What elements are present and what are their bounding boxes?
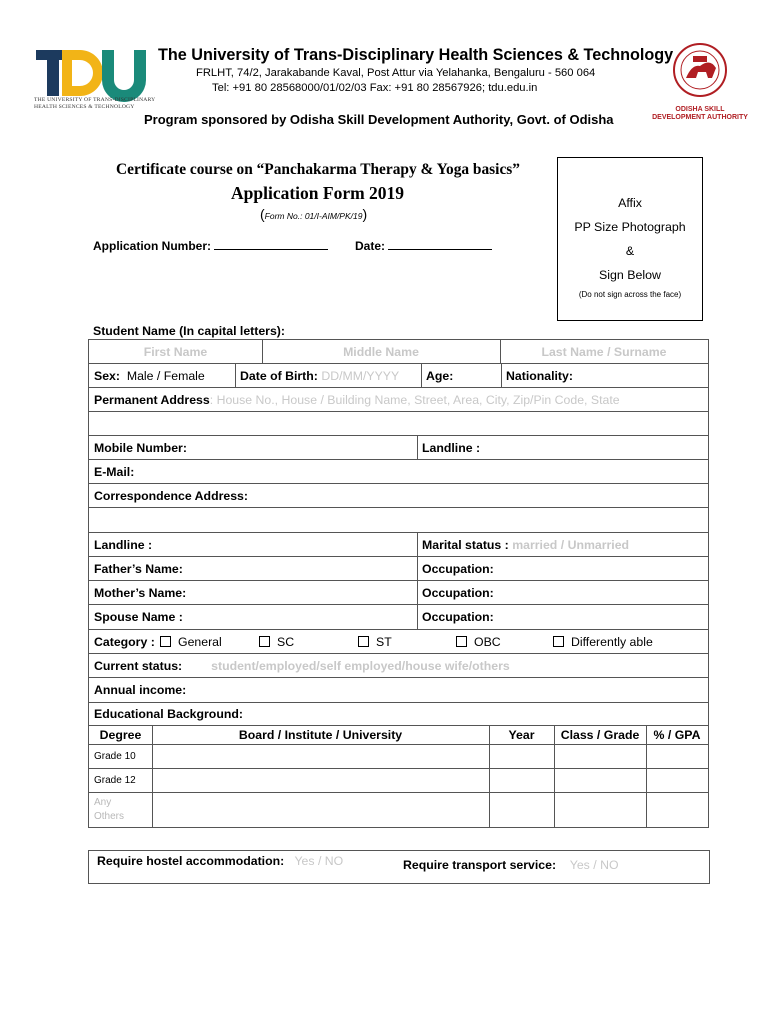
landline2-field[interactable]: Landline : bbox=[94, 537, 153, 552]
current-status-placeholder: student/employed/self employed/house wife/others bbox=[211, 658, 510, 673]
annual-income-label: Annual income: bbox=[94, 683, 187, 697]
sex-options[interactable]: Male / Female bbox=[126, 368, 205, 383]
form-title: Application Form 2019 bbox=[231, 183, 405, 203]
middle-name-field[interactable]: Middle Name bbox=[343, 344, 419, 359]
odisha-seal-logo bbox=[660, 42, 740, 102]
edu-degree-others bbox=[89, 793, 152, 827]
mother-occupation-field[interactable]: Occupation: bbox=[422, 585, 494, 600]
table-row[interactable] bbox=[88, 745, 709, 769]
photo-sign: Sign Below bbox=[599, 268, 661, 282]
name-row bbox=[88, 339, 709, 364]
category-obc[interactable] bbox=[451, 630, 501, 653]
spouse-name-field[interactable]: Spouse Name : bbox=[94, 610, 183, 624]
table-row[interactable] bbox=[88, 793, 709, 828]
correspondence-row[interactable] bbox=[88, 484, 709, 508]
correspondence-blank[interactable] bbox=[88, 508, 709, 533]
permanent-address-row[interactable] bbox=[88, 388, 709, 412]
permanent-address-placeholder: : House No., House / Building Name, Street, Area, City, Zip/Pin Code, State bbox=[209, 392, 620, 407]
seal-caption bbox=[652, 106, 748, 122]
mobile-row bbox=[88, 436, 709, 460]
edu-any-text: Any bbox=[94, 797, 112, 808]
photo-size: PP Size Photograph bbox=[574, 220, 686, 234]
edu-degree-grade12: Grade 12 bbox=[94, 775, 136, 786]
edu-header-class: Class / Grade bbox=[560, 728, 640, 742]
student-name-label: Student Name (In capital letters): bbox=[93, 324, 286, 338]
hostel-field[interactable] bbox=[97, 854, 343, 868]
checkbox[interactable] bbox=[456, 636, 467, 647]
spouse-row bbox=[88, 605, 709, 630]
current-status-row[interactable] bbox=[88, 654, 709, 678]
date-label: Date: bbox=[355, 239, 386, 253]
edu-degree-grade10: Grade 10 bbox=[94, 751, 136, 762]
education-label: Educational Background: bbox=[94, 707, 243, 721]
photo-note: (Do not sign across the face) bbox=[578, 290, 682, 299]
sex-field[interactable] bbox=[89, 364, 235, 387]
course-title: Certificate course on “Panchakarma Therapy & Yoga basics” bbox=[116, 161, 520, 178]
category-differently-able[interactable] bbox=[548, 630, 653, 653]
dob-placeholder: DD/MM/YYYY bbox=[321, 368, 400, 383]
checkbox[interactable] bbox=[553, 636, 564, 647]
contact-line: Tel: +91 80 28568000/01/02/03 Fax: +91 80 28567926; tdu.edu.in bbox=[212, 82, 538, 94]
mobile-field[interactable]: Mobile Number: bbox=[94, 440, 187, 455]
photo-affix: Affix bbox=[618, 196, 642, 210]
correspondence-label: Correspondence Address: bbox=[94, 488, 248, 503]
category-option-label: ST bbox=[376, 634, 392, 649]
hostel-label: Require hostel accommodation: bbox=[97, 854, 285, 868]
edu-header-degree: Degree bbox=[99, 728, 142, 742]
father-row bbox=[88, 557, 709, 581]
father-name-field[interactable]: Father’s Name: bbox=[94, 561, 183, 576]
category-sc[interactable] bbox=[254, 630, 294, 653]
logo-sub-line: THE UNIVERSITY OF TRANS-DISCIPLINARY bbox=[34, 97, 156, 103]
logo-subtitle bbox=[34, 97, 155, 111]
seal-caption-line: ODISHA SKILL bbox=[675, 106, 725, 113]
edu-header-gpa: % / GPA bbox=[653, 728, 701, 742]
permanent-address-label: Permanent Address bbox=[94, 392, 210, 407]
edu-header-year: Year bbox=[508, 728, 535, 742]
age-field[interactable]: Age: bbox=[426, 368, 454, 383]
nationality-field[interactable]: Nationality: bbox=[506, 368, 573, 383]
sex-dob-row bbox=[88, 364, 709, 388]
photo-amp: & bbox=[625, 244, 635, 258]
category-st[interactable] bbox=[353, 630, 392, 653]
mother-name-field[interactable]: Mother’s Name: bbox=[94, 585, 187, 600]
application-number-blank[interactable] bbox=[214, 238, 328, 250]
mother-row bbox=[88, 581, 709, 605]
checkbox[interactable] bbox=[259, 636, 270, 647]
marital-placeholder: married / Unmarried bbox=[512, 537, 630, 552]
date-field[interactable] bbox=[355, 238, 492, 253]
email-row[interactable] bbox=[88, 460, 709, 484]
seal-caption-line: DEVELOPMENT AUTHORITY bbox=[652, 114, 748, 121]
permanent-address-blank[interactable] bbox=[88, 412, 709, 436]
landline-marital-row bbox=[88, 533, 709, 557]
education-label-row bbox=[88, 703, 709, 725]
application-number-label: Application Number: bbox=[93, 239, 212, 253]
transport-label: Require transport service: bbox=[403, 858, 557, 872]
application-number-field[interactable] bbox=[93, 238, 328, 253]
sex-label: Sex: bbox=[94, 368, 120, 383]
annual-income-row[interactable] bbox=[88, 678, 709, 703]
spouse-occupation-field[interactable]: Occupation: bbox=[422, 610, 494, 624]
edu-others-text: Others bbox=[94, 811, 125, 822]
category-option-label: OBC bbox=[474, 634, 501, 649]
category-general[interactable] bbox=[155, 630, 222, 653]
education-header-row bbox=[88, 725, 709, 745]
transport-placeholder: Yes / NO bbox=[569, 858, 619, 872]
category-option-label: General bbox=[178, 634, 222, 649]
form-number-text: Form No.: 01/I-AIM/PK/19 bbox=[264, 211, 363, 221]
hostel-transport-box bbox=[88, 850, 710, 884]
program-sponsor: Program sponsored by Odisha Skill Development Authority, Govt. of Odisha bbox=[144, 112, 614, 127]
checkbox[interactable] bbox=[358, 636, 369, 647]
last-name-field[interactable]: Last Name / Surname bbox=[541, 344, 667, 359]
logo-sub-line: HEALTH SCIENCES & TECHNOLOGY bbox=[34, 104, 135, 110]
checkbox[interactable] bbox=[160, 636, 171, 647]
marital-field[interactable] bbox=[417, 533, 708, 556]
address-line: FRLHT, 74/2, Jarakabande Kaval, Post Attur via Yelahanka, Bengaluru - 560 064 bbox=[196, 67, 596, 79]
father-occupation-field[interactable]: Occupation: bbox=[422, 561, 494, 576]
edu-header-board: Board / Institute / University bbox=[238, 728, 403, 742]
table-row[interactable] bbox=[88, 769, 709, 793]
landline-field[interactable]: Landline : bbox=[422, 440, 481, 455]
date-blank[interactable] bbox=[388, 238, 492, 250]
marital-label: Marital status : bbox=[422, 537, 509, 552]
email-field[interactable]: E-Mail: bbox=[94, 464, 135, 479]
transport-field[interactable] bbox=[403, 858, 619, 872]
category-label: Category : bbox=[94, 634, 155, 649]
current-status-label: Current status: bbox=[94, 658, 183, 673]
photo-box[interactable] bbox=[557, 157, 703, 321]
dob-field[interactable] bbox=[235, 364, 421, 387]
first-name-field[interactable]: First Name bbox=[143, 344, 208, 359]
form-number: (Form No.: 01/I-AIM/PK/19) bbox=[260, 206, 368, 222]
category-option-label: SC bbox=[277, 634, 295, 649]
university-title: The University of Trans-Disciplinary Health Sciences & Technology bbox=[158, 46, 674, 64]
category-row bbox=[88, 630, 709, 654]
hostel-placeholder: Yes / NO bbox=[294, 854, 344, 868]
dob-label: Date of Birth: bbox=[240, 368, 318, 383]
category-option-label: Differently able bbox=[571, 634, 653, 649]
